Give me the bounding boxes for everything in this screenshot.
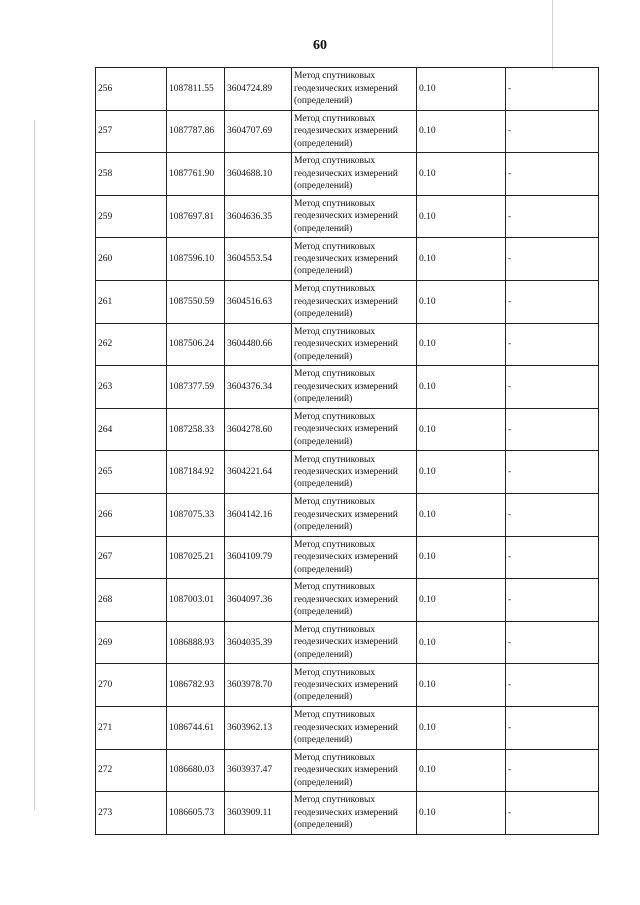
- accuracy-cell: 0.10: [417, 408, 506, 451]
- x-coordinate-cell: 1086782.93: [167, 664, 225, 707]
- point-number-cell: 263: [96, 366, 167, 409]
- description-cell: -: [506, 493, 599, 536]
- description-cell: -: [506, 706, 599, 749]
- method-line: (определений): [294, 351, 353, 362]
- method-line: геодезических измерений: [294, 594, 398, 605]
- y-coordinate-cell: 3604553.54: [225, 238, 292, 281]
- point-number-cell: 265: [96, 451, 167, 494]
- method-line: (определений): [294, 308, 353, 319]
- point-number-cell: 257: [96, 110, 167, 153]
- scan-artifact-left-rule: [34, 120, 35, 810]
- table-row: [96, 110, 599, 153]
- x-coordinate-cell: 1087258.33: [167, 408, 225, 451]
- point-number-cell: 261: [96, 280, 167, 323]
- method-line: (определений): [294, 564, 353, 575]
- method-cell: [292, 621, 417, 664]
- method-cell: [292, 536, 417, 579]
- x-coordinate-cell: 1087506.24: [167, 323, 225, 366]
- method-line: геодезических измерений: [294, 637, 398, 648]
- y-coordinate-cell: 3604097.36: [225, 579, 292, 622]
- description-cell: -: [506, 792, 599, 835]
- accuracy-cell: 0.10: [417, 664, 506, 707]
- method-line: Метод спутниковых: [294, 326, 376, 337]
- description-cell: -: [506, 153, 599, 196]
- method-line: геодезических измерений: [294, 552, 398, 563]
- x-coordinate-cell: 1087025.21: [167, 536, 225, 579]
- y-coordinate-cell: 3604376.34: [225, 366, 292, 409]
- scan-artifact-right-rule: [552, 0, 553, 70]
- method-line: Метод спутниковых: [294, 667, 376, 678]
- accuracy-cell: 0.10: [417, 536, 506, 579]
- x-coordinate-cell: 1086744.61: [167, 706, 225, 749]
- description-cell: -: [506, 110, 599, 153]
- table-row: [96, 153, 599, 196]
- description-cell: -: [506, 366, 599, 409]
- y-coordinate-cell: 3603937.47: [225, 749, 292, 792]
- method-line: (определений): [294, 607, 353, 618]
- method-line: геодезических измерений: [294, 126, 398, 137]
- method-line: геодезических измерений: [294, 807, 398, 818]
- method-line: (определений): [294, 479, 353, 490]
- point-number-cell: 270: [96, 664, 167, 707]
- point-number-cell: 264: [96, 408, 167, 451]
- point-number-cell: 262: [96, 323, 167, 366]
- method-cell: [292, 323, 417, 366]
- table-row: [96, 579, 599, 622]
- y-coordinate-cell: 3604480.66: [225, 323, 292, 366]
- method-line: геодезических измерений: [294, 168, 398, 179]
- method-line: (определений): [294, 734, 353, 745]
- method-line: Метод спутниковых: [294, 454, 376, 465]
- page-number: 60: [313, 38, 327, 53]
- x-coordinate-cell: 1087761.90: [167, 153, 225, 196]
- description-cell: -: [506, 280, 599, 323]
- accuracy-cell: 0.10: [417, 792, 506, 835]
- method-cell: [292, 451, 417, 494]
- method-cell: [292, 195, 417, 238]
- accuracy-cell: 0.10: [417, 195, 506, 238]
- accuracy-cell: 0.10: [417, 238, 506, 281]
- method-cell: [292, 280, 417, 323]
- x-coordinate-cell: 1087811.55: [167, 68, 225, 111]
- accuracy-cell: 0.10: [417, 110, 506, 153]
- table-row: [96, 706, 599, 749]
- x-coordinate-cell: 1086888.93: [167, 621, 225, 664]
- method-line: Метод спутниковых: [294, 156, 376, 167]
- method-line: геодезических измерений: [294, 296, 398, 307]
- description-cell: -: [506, 451, 599, 494]
- method-cell: [292, 238, 417, 281]
- description-cell: -: [506, 238, 599, 281]
- y-coordinate-cell: 3604688.10: [225, 153, 292, 196]
- accuracy-cell: 0.10: [417, 323, 506, 366]
- method-cell: [292, 408, 417, 451]
- method-line: (определений): [294, 394, 353, 405]
- x-coordinate-cell: 1087697.81: [167, 195, 225, 238]
- method-line: (определений): [294, 649, 353, 660]
- method-line: (определений): [294, 181, 353, 192]
- method-line: Метод спутниковых: [294, 752, 376, 763]
- method-line: (определений): [294, 138, 353, 149]
- method-line: Метод спутниковых: [294, 582, 376, 593]
- method-line: (определений): [294, 96, 353, 106]
- table-row: [96, 451, 599, 494]
- y-coordinate-cell: 3604109.79: [225, 536, 292, 579]
- table-row: [96, 195, 599, 238]
- x-coordinate-cell: 1087184.92: [167, 451, 225, 494]
- method-line: геодезических измерений: [294, 381, 398, 392]
- description-cell: -: [506, 195, 599, 238]
- method-line: Метод спутниковых: [294, 241, 376, 252]
- method-line: (определений): [294, 266, 353, 277]
- accuracy-cell: 0.10: [417, 68, 506, 111]
- point-number-cell: 267: [96, 536, 167, 579]
- point-number-cell: 258: [96, 153, 167, 196]
- y-coordinate-cell: 3604221.64: [225, 451, 292, 494]
- method-line: геодезических измерений: [294, 339, 398, 350]
- description-cell: -: [506, 408, 599, 451]
- accuracy-cell: 0.10: [417, 579, 506, 622]
- method-line: Метод спутниковых: [294, 71, 376, 82]
- x-coordinate-cell: 1087550.59: [167, 280, 225, 323]
- y-coordinate-cell: 3604278.60: [225, 408, 292, 451]
- method-cell: [292, 749, 417, 792]
- point-number-cell: 268: [96, 579, 167, 622]
- method-line: Метод спутниковых: [294, 710, 376, 721]
- table-row: [96, 536, 599, 579]
- method-cell: [292, 366, 417, 409]
- point-number-cell: 269: [96, 621, 167, 664]
- method-line: геодезических измерений: [294, 722, 398, 733]
- table-row: [96, 749, 599, 792]
- method-line: (определений): [294, 777, 353, 788]
- method-cell: [292, 493, 417, 536]
- method-line: Метод спутниковых: [294, 795, 376, 806]
- method-line: геодезических измерений: [294, 765, 398, 776]
- x-coordinate-cell: 1087377.59: [167, 366, 225, 409]
- table-row: [96, 366, 599, 409]
- table-row: [96, 493, 599, 536]
- method-line: Метод спутниковых: [294, 113, 376, 124]
- table-row: [96, 68, 599, 111]
- method-line: геодезических измерений: [294, 211, 398, 222]
- method-cell: [292, 153, 417, 196]
- method-cell: [292, 664, 417, 707]
- description-cell: -: [506, 579, 599, 622]
- x-coordinate-cell: 1087075.33: [167, 493, 225, 536]
- point-number-cell: 260: [96, 238, 167, 281]
- method-cell: [292, 579, 417, 622]
- x-coordinate-cell: 1086680.03: [167, 749, 225, 792]
- accuracy-cell: 0.10: [417, 706, 506, 749]
- accuracy-cell: 0.10: [417, 280, 506, 323]
- x-coordinate-cell: 1087596.10: [167, 238, 225, 281]
- description-cell: -: [506, 536, 599, 579]
- x-coordinate-cell: 1086605.73: [167, 792, 225, 835]
- description-cell: -: [506, 323, 599, 366]
- method-line: (определений): [294, 692, 353, 703]
- table-row: [96, 664, 599, 707]
- x-coordinate-cell: 1087787.86: [167, 110, 225, 153]
- accuracy-cell: 0.10: [417, 621, 506, 664]
- accuracy-cell: 0.10: [417, 493, 506, 536]
- method-line: Метод спутниковых: [294, 624, 376, 635]
- y-coordinate-cell: 3603978.70: [225, 664, 292, 707]
- method-line: Метод спутниковых: [294, 198, 376, 209]
- point-number-cell: 266: [96, 493, 167, 536]
- method-line: геодезических измерений: [294, 466, 398, 477]
- method-line: Метод спутниковых: [294, 497, 376, 508]
- description-cell: -: [506, 749, 599, 792]
- table-row: [96, 238, 599, 281]
- method-cell: [292, 110, 417, 153]
- y-coordinate-cell: 3603909.11: [225, 792, 292, 835]
- method-line: (определений): [294, 436, 353, 447]
- method-line: (определений): [294, 521, 353, 532]
- description-cell: -: [506, 68, 599, 111]
- table-row: [96, 792, 599, 835]
- y-coordinate-cell: 3604035.39: [225, 621, 292, 664]
- method-cell: [292, 706, 417, 749]
- method-line: геодезических измерений: [294, 424, 398, 435]
- point-number-cell: 256: [96, 68, 167, 111]
- method-line: геодезических измерений: [294, 679, 398, 690]
- method-line: Метод спутниковых: [294, 539, 376, 550]
- description-cell: -: [506, 621, 599, 664]
- accuracy-cell: 0.10: [417, 153, 506, 196]
- y-coordinate-cell: 3604724.89: [225, 68, 292, 111]
- method-line: (определений): [294, 820, 353, 831]
- table-row: [96, 280, 599, 323]
- y-coordinate-cell: 3604707.69: [225, 110, 292, 153]
- description-cell: -: [506, 664, 599, 707]
- method-line: Метод спутниковых: [294, 369, 376, 380]
- coordinates-table-body: [96, 68, 599, 835]
- method-line: геодезических измерений: [294, 253, 398, 264]
- accuracy-cell: 0.10: [417, 451, 506, 494]
- y-coordinate-cell: 3604516.63: [225, 280, 292, 323]
- table-row: [96, 408, 599, 451]
- point-number-cell: 272: [96, 749, 167, 792]
- coordinates-table: [95, 67, 599, 835]
- point-number-cell: 271: [96, 706, 167, 749]
- method-cell: [292, 68, 417, 111]
- method-line: Метод спутниковых: [294, 284, 376, 295]
- point-number-cell: 259: [96, 195, 167, 238]
- y-coordinate-cell: 3603962.13: [225, 706, 292, 749]
- method-line: геодезических измерений: [294, 509, 398, 520]
- table-row: [96, 323, 599, 366]
- method-line: геодезических измерений: [294, 83, 398, 94]
- method-line: (определений): [294, 223, 353, 234]
- table-row: [96, 621, 599, 664]
- y-coordinate-cell: 3604636.35: [225, 195, 292, 238]
- y-coordinate-cell: 3604142.16: [225, 493, 292, 536]
- method-cell: [292, 792, 417, 835]
- x-coordinate-cell: 1087003.01: [167, 579, 225, 622]
- accuracy-cell: 0.10: [417, 749, 506, 792]
- method-line: Метод спутниковых: [294, 411, 376, 422]
- accuracy-cell: 0.10: [417, 366, 506, 409]
- point-number-cell: 273: [96, 792, 167, 835]
